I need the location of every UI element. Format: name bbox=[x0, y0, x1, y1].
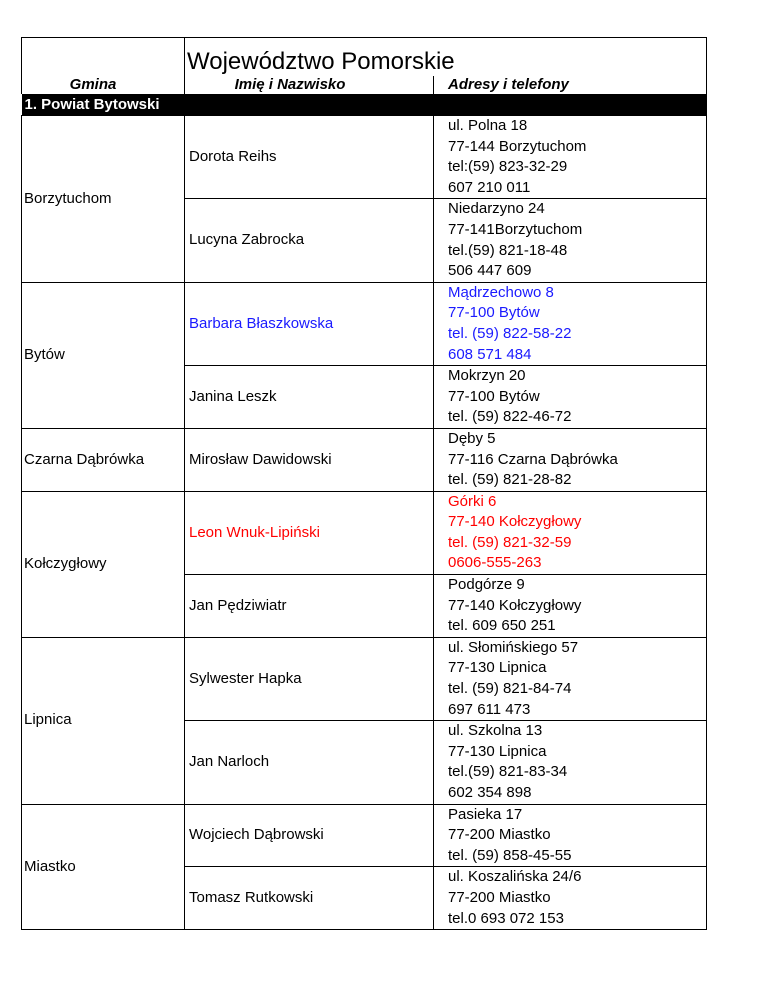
address-cell bbox=[434, 366, 707, 429]
address-cell bbox=[434, 721, 707, 804]
table-row bbox=[22, 804, 707, 867]
address-line: 77-100 Bytów bbox=[448, 304, 540, 322]
address-line: tel.(59) 821-83-34 bbox=[448, 763, 568, 781]
name-cell: Jan Pędziwiatr bbox=[185, 575, 434, 638]
address-line: 607 210 011 bbox=[448, 178, 531, 196]
column-header-address: Adresy i telefony bbox=[434, 76, 707, 94]
address-line: ul. Słomińskiego 57 bbox=[448, 638, 579, 656]
address-line: Niedarzyno 24 bbox=[448, 200, 545, 218]
address-line: Mądrzechowo 8 bbox=[448, 283, 554, 301]
title-row bbox=[22, 38, 707, 77]
address-line: tel. (59) 822-58-22 bbox=[448, 324, 572, 342]
address-line: Pasieka 17 bbox=[448, 805, 523, 823]
table-row bbox=[22, 491, 707, 574]
address-cell bbox=[434, 491, 707, 574]
address-line: 77-100 Bytów bbox=[448, 387, 540, 405]
address-line: 77-200 Miastko bbox=[448, 888, 551, 906]
address-line: Podgórze 9 bbox=[448, 576, 525, 594]
address-line: Mokrzyn 20 bbox=[448, 367, 526, 385]
address-line: tel. (59) 858-45-55 bbox=[448, 846, 572, 864]
address-line: 506 447 609 bbox=[448, 262, 532, 280]
column-header-name: Imię i Nazwisko bbox=[185, 76, 434, 94]
address-line: tel.0 693 072 153 bbox=[448, 909, 564, 927]
name-cell: Tomasz Rutkowski bbox=[185, 867, 434, 930]
address-line: 77-130 Lipnica bbox=[448, 659, 547, 677]
gmina-cell: Lipnica bbox=[22, 637, 185, 804]
name-cell: Jan Narloch bbox=[185, 721, 434, 804]
name-cell: Janina Leszk bbox=[185, 366, 434, 429]
table-row bbox=[22, 428, 707, 491]
column-header-gmina: Gmina bbox=[22, 76, 185, 94]
name-cell: Lucyna Zabrocka bbox=[185, 199, 434, 282]
gmina-cell: Kołczygłowy bbox=[22, 491, 185, 637]
name-cell: Wojciech Dąbrowski bbox=[185, 804, 434, 867]
address-line: 697 611 473 bbox=[448, 700, 531, 718]
address-line: 0606-555-263 bbox=[448, 554, 542, 572]
address-line: tel. (59) 821-32-59 bbox=[448, 533, 572, 551]
name-cell: Barbara Błaszkowska bbox=[185, 282, 434, 365]
name-cell: Sylwester Hapka bbox=[185, 637, 434, 720]
name-cell: Dorota Reihs bbox=[185, 116, 434, 199]
address-line: Górki 6 bbox=[448, 492, 497, 510]
contact-sheet bbox=[21, 37, 706, 930]
page-title: Województwo Pomorskie bbox=[185, 38, 707, 77]
address-line: tel.(59) 821-18-48 bbox=[448, 241, 568, 259]
address-line: tel. (59) 822-46-72 bbox=[448, 408, 572, 426]
address-line: 77-200 Miastko bbox=[448, 826, 551, 844]
address-line: 602 354 898 bbox=[448, 784, 532, 801]
contacts-table bbox=[21, 37, 707, 930]
table-row bbox=[22, 637, 707, 720]
address-cell bbox=[434, 637, 707, 720]
name-cell: Leon Wnuk-Lipiński bbox=[185, 491, 434, 574]
address-cell bbox=[434, 428, 707, 491]
section-label: 1. Powiat Bytowski bbox=[22, 94, 707, 116]
address-line: 77-141Borzytuchom bbox=[448, 220, 583, 238]
table-row bbox=[22, 282, 707, 365]
address-line: 77-144 Borzytuchom bbox=[448, 137, 587, 155]
address-line: 77-140 Kołczygłowy bbox=[448, 596, 582, 614]
address-line: 77-140 Kołczygłowy bbox=[448, 513, 582, 531]
section-row bbox=[22, 94, 707, 116]
address-line: ul. Koszalińska 24/6 bbox=[448, 868, 582, 886]
address-line: ul. Szkolna 13 bbox=[448, 722, 543, 740]
address-cell bbox=[434, 116, 707, 199]
gmina-cell: Bytów bbox=[22, 282, 185, 428]
gmina-cell: Borzytuchom bbox=[22, 116, 185, 283]
address-line: 77-116 Czarna Dąbrówka bbox=[448, 450, 618, 468]
gmina-cell: Miastko bbox=[22, 804, 185, 930]
address-cell bbox=[434, 867, 707, 930]
header-row bbox=[22, 76, 707, 94]
address-line: tel. 609 650 251 bbox=[448, 617, 556, 635]
address-line: tel. (59) 821-28-82 bbox=[448, 471, 572, 489]
name-cell: Mirosław Dawidowski bbox=[185, 428, 434, 491]
address-cell bbox=[434, 282, 707, 365]
address-line: Dęby 5 bbox=[448, 429, 496, 447]
address-cell bbox=[434, 804, 707, 867]
address-cell bbox=[434, 575, 707, 638]
address-line: 77-130 Lipnica bbox=[448, 742, 547, 760]
address-line: 608 571 484 bbox=[448, 345, 532, 363]
address-line: tel:(59) 823-32-29 bbox=[448, 158, 568, 176]
address-line: ul. Polna 18 bbox=[448, 117, 528, 134]
address-cell bbox=[434, 199, 707, 282]
table-row bbox=[22, 116, 707, 199]
gmina-cell: Czarna Dąbrówka bbox=[22, 428, 185, 491]
address-line: tel. (59) 821-84-74 bbox=[448, 680, 572, 698]
